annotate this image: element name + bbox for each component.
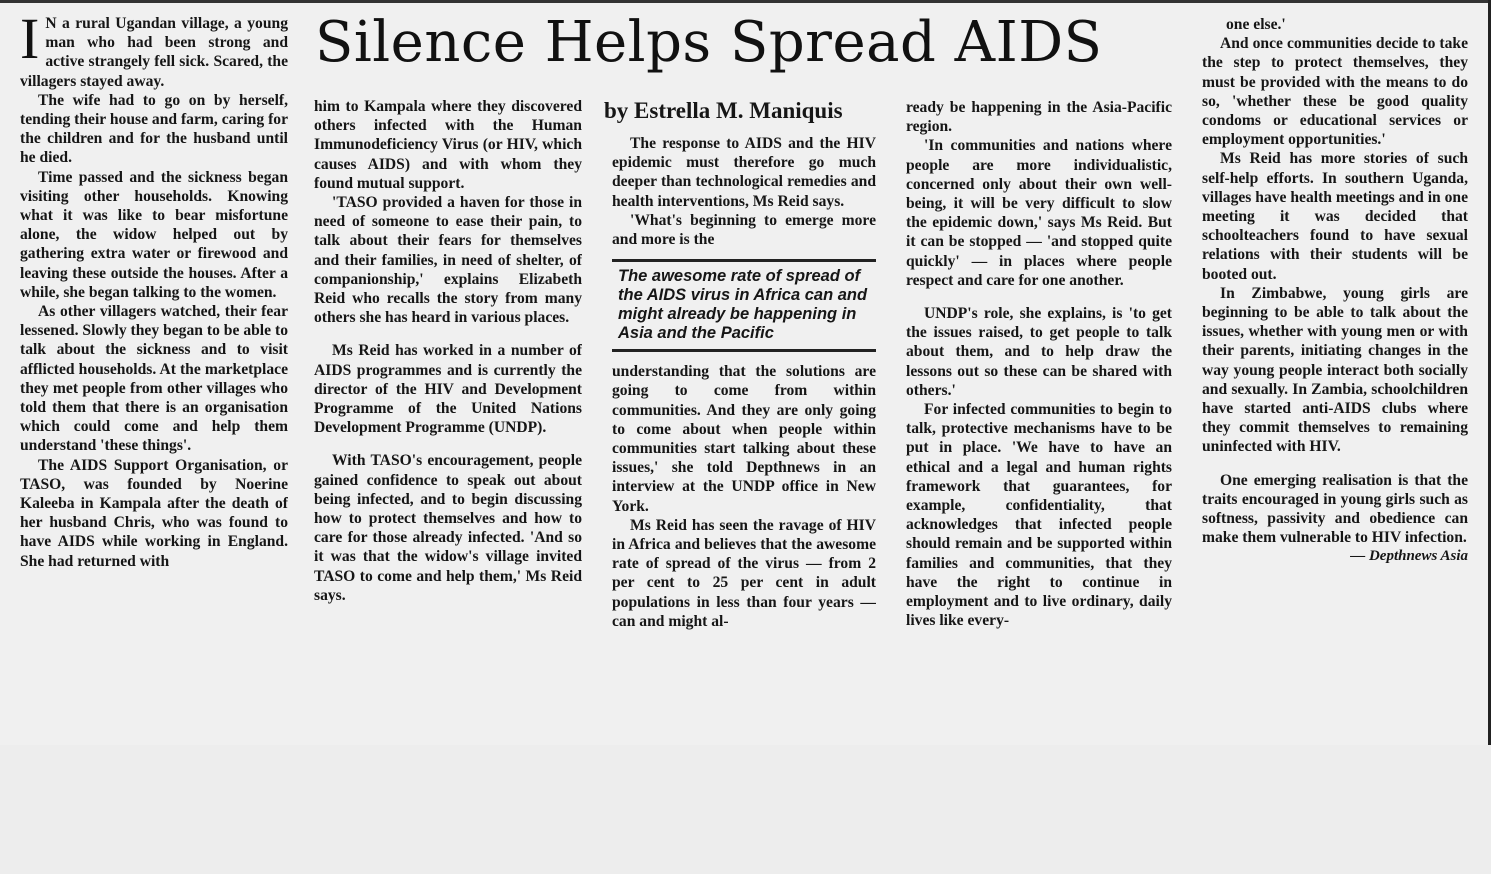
byline: by Estrella M. Maniquis: [604, 98, 843, 123]
paragraph: Ms Reid has worked in a number of AIDS programmes and is currently the director of the HIV and Development Programme of the United Nations Development Programme (UNDP).: [314, 342, 582, 437]
article-column-2: [314, 97, 582, 837]
paragraph: I N a rural Ugandan village, a young man who had been strong and active strangely fell sick. Scared, the villagers stayed away.: [20, 14, 288, 90]
paragraph: As other villagers watched, their fear lessened. Slowly they began to be able to talk about the sickness and to visit afflicted households. At the marketplace they met people from other villages who told them that there is an organisation which could come and help them understand 'these things'.: [20, 303, 288, 455]
paragraph: The AIDS Support Organisation, or TASO, was founded by Noerine Kaleeba in Kampala after the death of her husband Chris, who was found to have AIDS while working in England. She had returned with: [20, 456, 288, 570]
paragraph: 'In communities and nations where people are more individualistic, concerned only about their own well-being, it will be very difficult to slow the epidemic down,' says Ms Reid. But it can be stopped — 'and stopped quite quickly' — in places where people respect and care for one another.: [906, 137, 1172, 289]
paragraph: one else.': [1226, 16, 1286, 33]
paragraph: In Zimbabwe, young girls are beginning to be able to talk about the issues, whether with young men or with their parents, initiating changes in the way young people interact both socially and sexually. In Zambia, schoolchildren have started anti-AIDS clubs where they commit themselves to remaining uninfected with HIV.: [1202, 284, 1468, 456]
paragraph: For infected communities to begin to talk, protective mechanisms have to be put in place. 'We have to have an ethical and a legal and human rights framework that guarantees, for example, confidentiality, that acknowledges that infected people should remain and be supported within families and communities, that they have the right to continue in employment and to live ordinary, daily lives like every-: [906, 401, 1172, 630]
paragraph: Time passed and the sickness began visiting other households. Knowing what it was like to bear misfortune alone, the widow helped out by gathering extra water or firewood and leaving these outside the houses. After a while, she began talking to the women.: [20, 168, 288, 301]
paragraph: him to Kampala where they discovered others infected with the Human Immunodeficiency Virus (or HIV, which causes AIDS) and with whom they found mutual support.: [314, 98, 582, 192]
paragraph: One emerging realisation is that the traits encouraged in young girls such as softness, passivity and obedience can make them vulnerable to HIV infection.: [1202, 471, 1468, 547]
drop-cap: I: [20, 14, 40, 71]
paragraph: understanding that the solutions are going to come from within communities. And they are only going to come about when people within communities start talking about these issues,' she told Depthnews in an interview at the UNDP office in New York.: [612, 363, 876, 515]
paragraph: And once communities decide to take the step to protect themselves, they must be provided with the means to do so, 'whether these be good quality condoms or educational services or employment opportunities.': [1202, 35, 1468, 149]
paragraph: Ms Reid has seen the ravage of HIV in Africa and believes that the awesome rate of spread of the virus — from 2 per cent to 25 per cent in adult populations in less than four years — can and might al-: [612, 516, 876, 630]
paragraph: 'What's beginning to emerge more and more is the: [612, 211, 876, 249]
paragraph: ready be happening in the Asia-Pacific region.: [906, 99, 1172, 136]
article-column-1: [20, 14, 288, 754]
headline: Silence Helps Spread AIDS: [315, 10, 1103, 75]
article-column-3: [612, 134, 876, 874]
article-column-5: [1202, 15, 1468, 755]
paragraph: The response to AIDS and the HIV epidemic must therefore go much deeper than technological remedies and health interventions, Ms Reid says.: [612, 135, 876, 210]
paragraph: UNDP's role, she explains, is 'to get the issues raised, to get people to talk about them, and to help draw the lessons out so these can be shared with others.': [906, 305, 1172, 399]
article-credit: — Depthnews Asia: [1350, 548, 1468, 565]
paragraph: 'TASO provided a haven for those in need of someone to ease their pain, to talk about their fears for themselves and their families, in need of shelter, of companionship,' explains Elizabeth Reid who recalls the story from many others she has heard in various places.: [314, 194, 582, 327]
article-column-4: [906, 98, 1172, 838]
paragraph: Ms Reid has more stories of such self-help efforts. In southern Uganda, villages have health meetings and in one meeting it was decided that schoolteachers found to have sexual relations with their students will be booted out.: [1202, 150, 1468, 283]
pull-quote: The awesome rate of spread of the AIDS virus in Africa can and might already be happening in Asia and the Pacific: [612, 259, 876, 352]
paragraph: The wife had to go on by herself, tending their house and farm, caring for the children and for the husband until he died.: [20, 91, 288, 167]
paragraph: With TASO's encouragement, people gained confidence to speak out about being infected, and to begin discussing how to protect themselves and how to care for those already infected. 'And so it was that the widow's village invited TASO to come and help them,' Ms Reid says.: [314, 452, 582, 604]
top-rule: [0, 0, 1491, 3]
